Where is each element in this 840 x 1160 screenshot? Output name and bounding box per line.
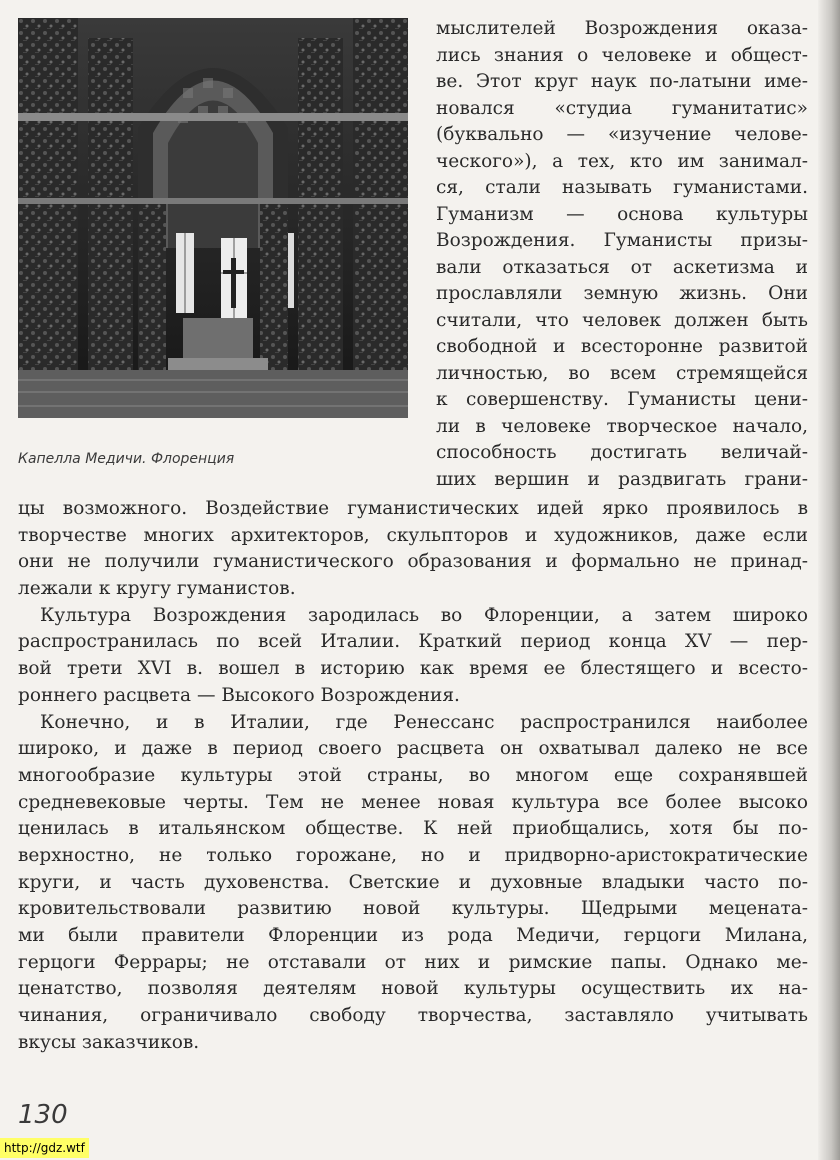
text-line: средневековые черты. Тем не менее новая культура все более высоко — [18, 791, 808, 813]
text-line: считали, что человек должен быть — [436, 309, 808, 331]
main-text — [18, 496, 808, 1056]
text-line: вали отказаться от аскетизма и — [436, 256, 808, 278]
text-line: личностью, во всем стремящейся — [436, 362, 808, 384]
text-line: Культура Возрождения зародилась во Флоренции, а затем широко — [40, 604, 808, 626]
text-line: (буквально — «изучение челове- — [436, 124, 808, 145]
paragraph-2 — [18, 603, 808, 710]
text-line: новался «студиа гуманитатис» — [436, 97, 808, 119]
text-line: чинания, ограничивало свободу творчества, заставляло учитывать — [18, 1005, 808, 1027]
text-line: герцоги Феррары; не отставали от них и римские папы. Однако ме- — [18, 951, 808, 973]
watermark-link[interactable]: http://gdz.wtf — [0, 1138, 89, 1158]
text-line: Возрождения. Гуманисты призы- — [436, 230, 808, 251]
page-number: 130 — [18, 1100, 68, 1130]
text-line: вкусы заказчиков. — [18, 1031, 200, 1053]
text-line: вой трети XVI в. вошел в историю как время ее блестящего и всесто- — [18, 658, 808, 680]
paragraph-3 — [18, 710, 808, 1057]
right-column-text — [436, 16, 808, 493]
text-line: кровительствовали развитию новой культуры. Щедрыми мецената- — [18, 898, 808, 920]
text-line: широко, и даже в период своего расцвета он охватывал далеко не все — [18, 738, 808, 760]
page-edge-shadow — [818, 0, 840, 1160]
chapel-illustration — [18, 18, 408, 418]
text-line: роннего расцвета — Высокого Возрождения. — [18, 684, 460, 706]
text-line: верхностно, не только горожане, но и придворно-аристократические — [18, 844, 808, 866]
text-line: ли в человеке творческое начало, — [436, 415, 808, 437]
text-line: мыслителей Возрождения оказа- — [436, 18, 808, 39]
text-line: многообразие культуры этой страны, во многом еще сохранявшей — [18, 764, 808, 786]
text-line: ших вершин и раздвигать грани- — [436, 468, 808, 490]
text-line: лежали к кругу гуманистов. — [18, 578, 296, 600]
text-line: лись знания о человеке и общест- — [436, 44, 808, 66]
chapel-photo — [18, 18, 408, 418]
text-line: ве. Этот круг наук по-латыни име- — [436, 71, 808, 92]
text-line: свободной и всесторонне развитой — [436, 336, 808, 357]
text-line: ценатство, позволяя деятелям новой культуры осуществить их на- — [18, 978, 808, 1000]
text-line: творчестве многих архитекторов, скульпторов и художников, даже если — [18, 524, 808, 546]
text-line: ся, стали называть гуманистами. — [436, 177, 808, 198]
text-line: ценилась в итальянском обществе. К ней приобщались, хотя бы по- — [18, 818, 808, 840]
text-line: способность достигать величай- — [436, 442, 808, 463]
text-line: к совершенству. Гуманисты цени- — [436, 389, 808, 410]
text-line: Гуманизм — основа культуры — [436, 203, 808, 225]
text-line: они не получили гуманистического образования и формально не принад- — [18, 551, 808, 573]
text-line: Конечно, и в Италии, где Ренессанс распространился наиболее — [40, 711, 808, 733]
text-line: цы возможного. Воздействие гуманистических идей ярко проявилось в — [18, 498, 808, 519]
text-line: ческого»), а тех, кто им занимал- — [436, 150, 808, 172]
text-line: ми были правители Флоренции из рода Медичи, герцоги Милана, — [18, 925, 808, 946]
text-line: распространилась по всей Италии. Краткий период конца XV — пер- — [18, 631, 808, 653]
photo-caption: Капелла Медичи. Флоренция — [18, 451, 235, 467]
text-line: круги, и часть духовенства. Светские и духовные владыки часто по- — [18, 871, 808, 893]
paragraph-1 — [18, 496, 808, 603]
text-line: прославляли земную жизнь. Они — [436, 283, 808, 304]
